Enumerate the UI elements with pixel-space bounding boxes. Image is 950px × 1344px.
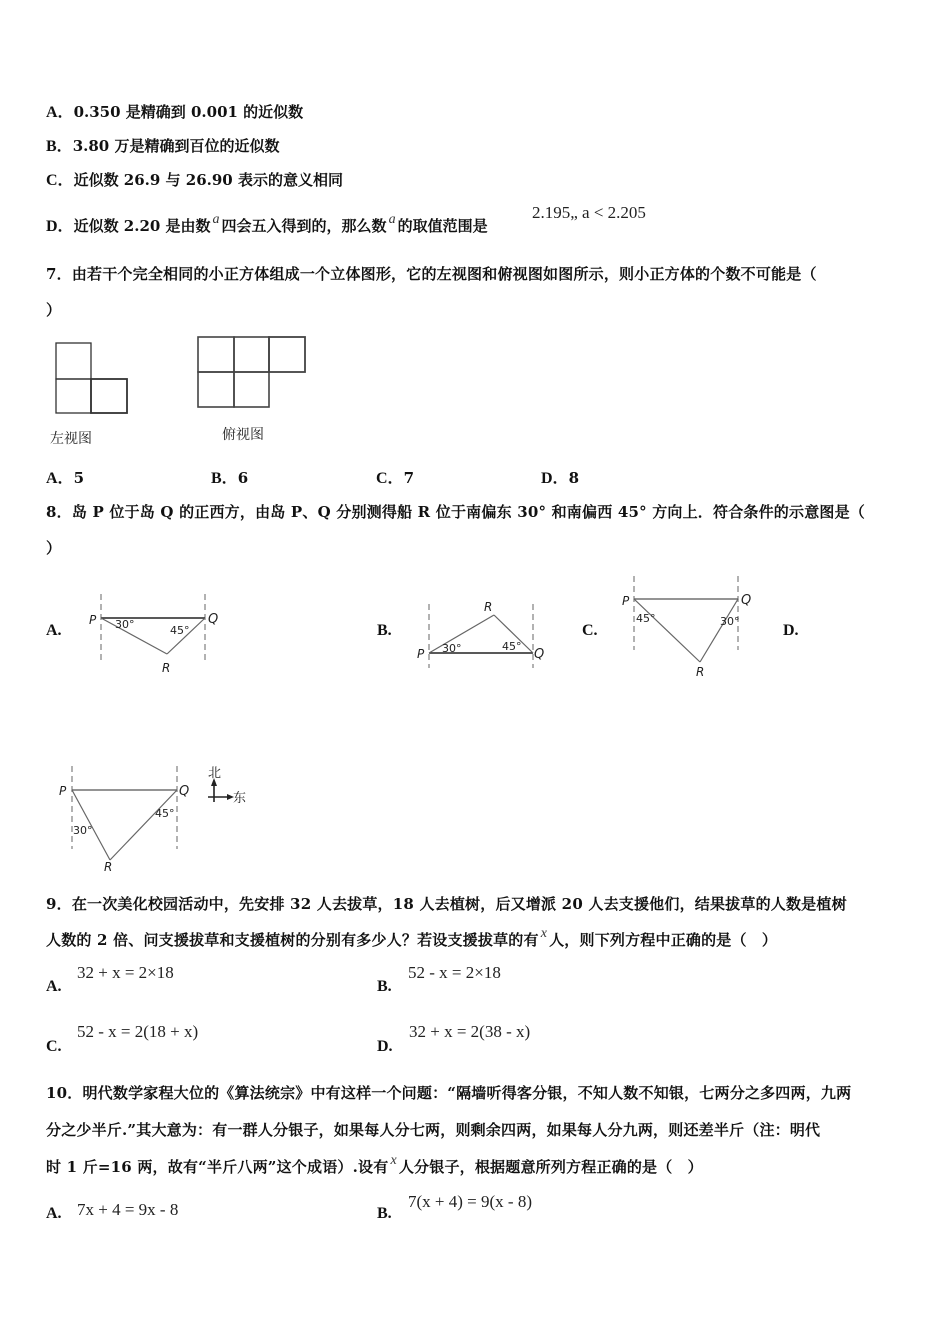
q8-option-d-label[interactable]: D. xyxy=(783,622,799,639)
option-value: 8 xyxy=(568,469,579,487)
option-label: A． xyxy=(46,470,74,487)
option-text: 3.80 万是精确到百位的近似数 xyxy=(72,137,280,155)
variable-x: x xyxy=(390,1153,397,1168)
option-label: B． xyxy=(46,138,73,155)
q7-option-a[interactable] xyxy=(46,468,84,489)
option-label: A． xyxy=(46,104,74,121)
svg-text:P: P xyxy=(89,613,97,627)
stem-text: 时 1 斤=16 两，故有“半斤八两”这个成语）.设有 xyxy=(46,1158,389,1176)
option-value: 7 xyxy=(403,469,414,487)
compass-icon xyxy=(204,764,254,810)
svg-text:45°: 45° xyxy=(155,807,175,820)
q9-option-d-equation: 32 + x = 2(38 - x) xyxy=(409,1022,531,1041)
svg-text:R: R xyxy=(696,665,705,679)
q10-stem-line2: 分之少半斤.”其大意为：有一群人分银子，如果每人分七两，则剩余四两，如果每人分九两，则还差半斤（注：明代 xyxy=(46,1121,821,1139)
option-text: 近似数 2.20 是由数 xyxy=(73,217,211,235)
q10-option-b-equation: 7(x + 4) = 9(x - 8) xyxy=(408,1192,532,1211)
left-view-figure xyxy=(50,338,135,418)
north-label: 北 xyxy=(208,766,222,781)
q6-option-c[interactable] xyxy=(46,170,343,191)
q9-option-b-label[interactable]: B. xyxy=(377,978,392,995)
svg-text:Q: Q xyxy=(208,612,219,627)
q8-option-b-diagram[interactable] xyxy=(414,598,554,668)
q8-option-c-label[interactable]: C. xyxy=(582,622,598,639)
q7-option-c[interactable] xyxy=(376,468,414,489)
svg-text:R: R xyxy=(162,661,171,675)
q7-option-b[interactable] xyxy=(211,468,248,489)
svg-text:30°: 30° xyxy=(73,824,93,837)
east-label: 东 xyxy=(233,791,247,806)
q9-option-a-label[interactable]: A. xyxy=(46,978,62,995)
q10-option-a-label[interactable]: A. xyxy=(46,1205,62,1222)
svg-text:Q: Q xyxy=(534,647,545,662)
q9-option-c-label[interactable]: C. xyxy=(46,1038,62,1055)
svg-text:R: R xyxy=(104,860,113,874)
q9-stem: 9．在一次美化校园活动中，先安排 32 人去拔草，18 人去植树，后又增派 20 人去支援他们，结果拔草的人数是植树 xyxy=(46,895,847,913)
q7-stem: 7．由若干个完全相同的小正方体组成一个立体图形，它的左视图和俯视图如图所示，则小正方体的个数不可能是（ xyxy=(46,265,817,283)
q8-option-b-label[interactable]: B. xyxy=(377,622,392,639)
q6-option-b[interactable] xyxy=(46,136,279,157)
variable-a: a xyxy=(388,212,396,227)
svg-text:45°: 45° xyxy=(636,612,656,625)
q9-option-a-equation: 32 + x = 2×18 xyxy=(77,963,174,982)
option-label: D． xyxy=(46,218,74,235)
svg-text:Q: Q xyxy=(741,593,752,608)
option-text: 近似数 26.9 与 26.90 表示的意义相同 xyxy=(73,171,343,189)
q9-stem-line2 xyxy=(46,926,778,952)
option-label: C． xyxy=(376,470,404,487)
q8-option-a-label[interactable]: A. xyxy=(46,622,62,639)
stem-text: 人，则下列方程中正确的是（ ） xyxy=(549,931,778,949)
q6-option-d-range: 2.195„ a < 2.205 xyxy=(532,203,646,222)
q8-stem: 8．岛 P 位于岛 Q 的正西方，由岛 P、Q 分别测得船 R 位于南偏东 30° 和南偏西 45° 方向上．符合条件的示意图是（ xyxy=(46,503,866,521)
q10-stem-line3 xyxy=(46,1153,703,1179)
stem-text: 人分银子，根据题意所列方程正确的是（ ） xyxy=(398,1158,703,1176)
q8-option-c-diagram[interactable] xyxy=(620,574,760,682)
svg-text:30°: 30° xyxy=(115,618,135,631)
q10-option-a-equation: 7x + 4 = 9x - 8 xyxy=(77,1200,179,1219)
svg-text:45°: 45° xyxy=(502,640,522,653)
q6-option-d[interactable] xyxy=(46,212,488,238)
q10-stem: 10．明代数学家程大位的《算法统宗》中有这样一个问题：“隔墙听得客分银，不知人数不知银，七两分之多四两，九两 xyxy=(46,1084,852,1102)
q6-option-a[interactable] xyxy=(46,102,303,123)
option-value: 5 xyxy=(73,469,84,487)
option-label: C． xyxy=(46,172,74,189)
svg-text:30°: 30° xyxy=(720,615,740,628)
option-text: 0.350 是精确到 0.001 的近似数 xyxy=(73,103,304,121)
q7-option-d[interactable] xyxy=(541,468,579,489)
q9-option-b-equation: 52 - x = 2×18 xyxy=(408,963,501,982)
q8-stem-close: ） xyxy=(46,539,62,557)
left-view-caption: 左视图 xyxy=(50,431,92,447)
stem-text: 人数的 2 倍、问支援拔草和支援植树的分别有多少人？若设支援拔草的有 xyxy=(46,931,539,949)
q10-option-b-label[interactable]: B. xyxy=(377,1205,392,1222)
svg-text:P: P xyxy=(417,647,425,661)
variable-a: a xyxy=(212,212,220,227)
option-text: 四会五入得到的，那么数 xyxy=(221,217,387,235)
svg-text:30°: 30° xyxy=(442,642,462,655)
q8-option-a-diagram[interactable] xyxy=(84,590,224,680)
top-view-caption: 俯视图 xyxy=(222,427,264,443)
svg-text:Q: Q xyxy=(179,784,190,799)
variable-x: x xyxy=(540,926,548,941)
option-label: B． xyxy=(211,470,238,487)
q9-option-d-label[interactable]: D. xyxy=(377,1038,393,1055)
option-label: D． xyxy=(541,470,569,487)
option-text: 的取值范围是 xyxy=(397,217,488,235)
top-view-figure xyxy=(194,334,310,412)
svg-text:R: R xyxy=(484,600,493,614)
svg-text:P: P xyxy=(59,784,67,798)
option-value: 6 xyxy=(237,469,249,487)
svg-text:P: P xyxy=(622,594,630,608)
q9-option-c-equation: 52 - x = 2(18 + x) xyxy=(77,1022,199,1041)
q8-option-d-diagram[interactable] xyxy=(56,764,196,874)
svg-text:45°: 45° xyxy=(170,624,190,637)
q7-stem-close: ） xyxy=(46,301,62,319)
